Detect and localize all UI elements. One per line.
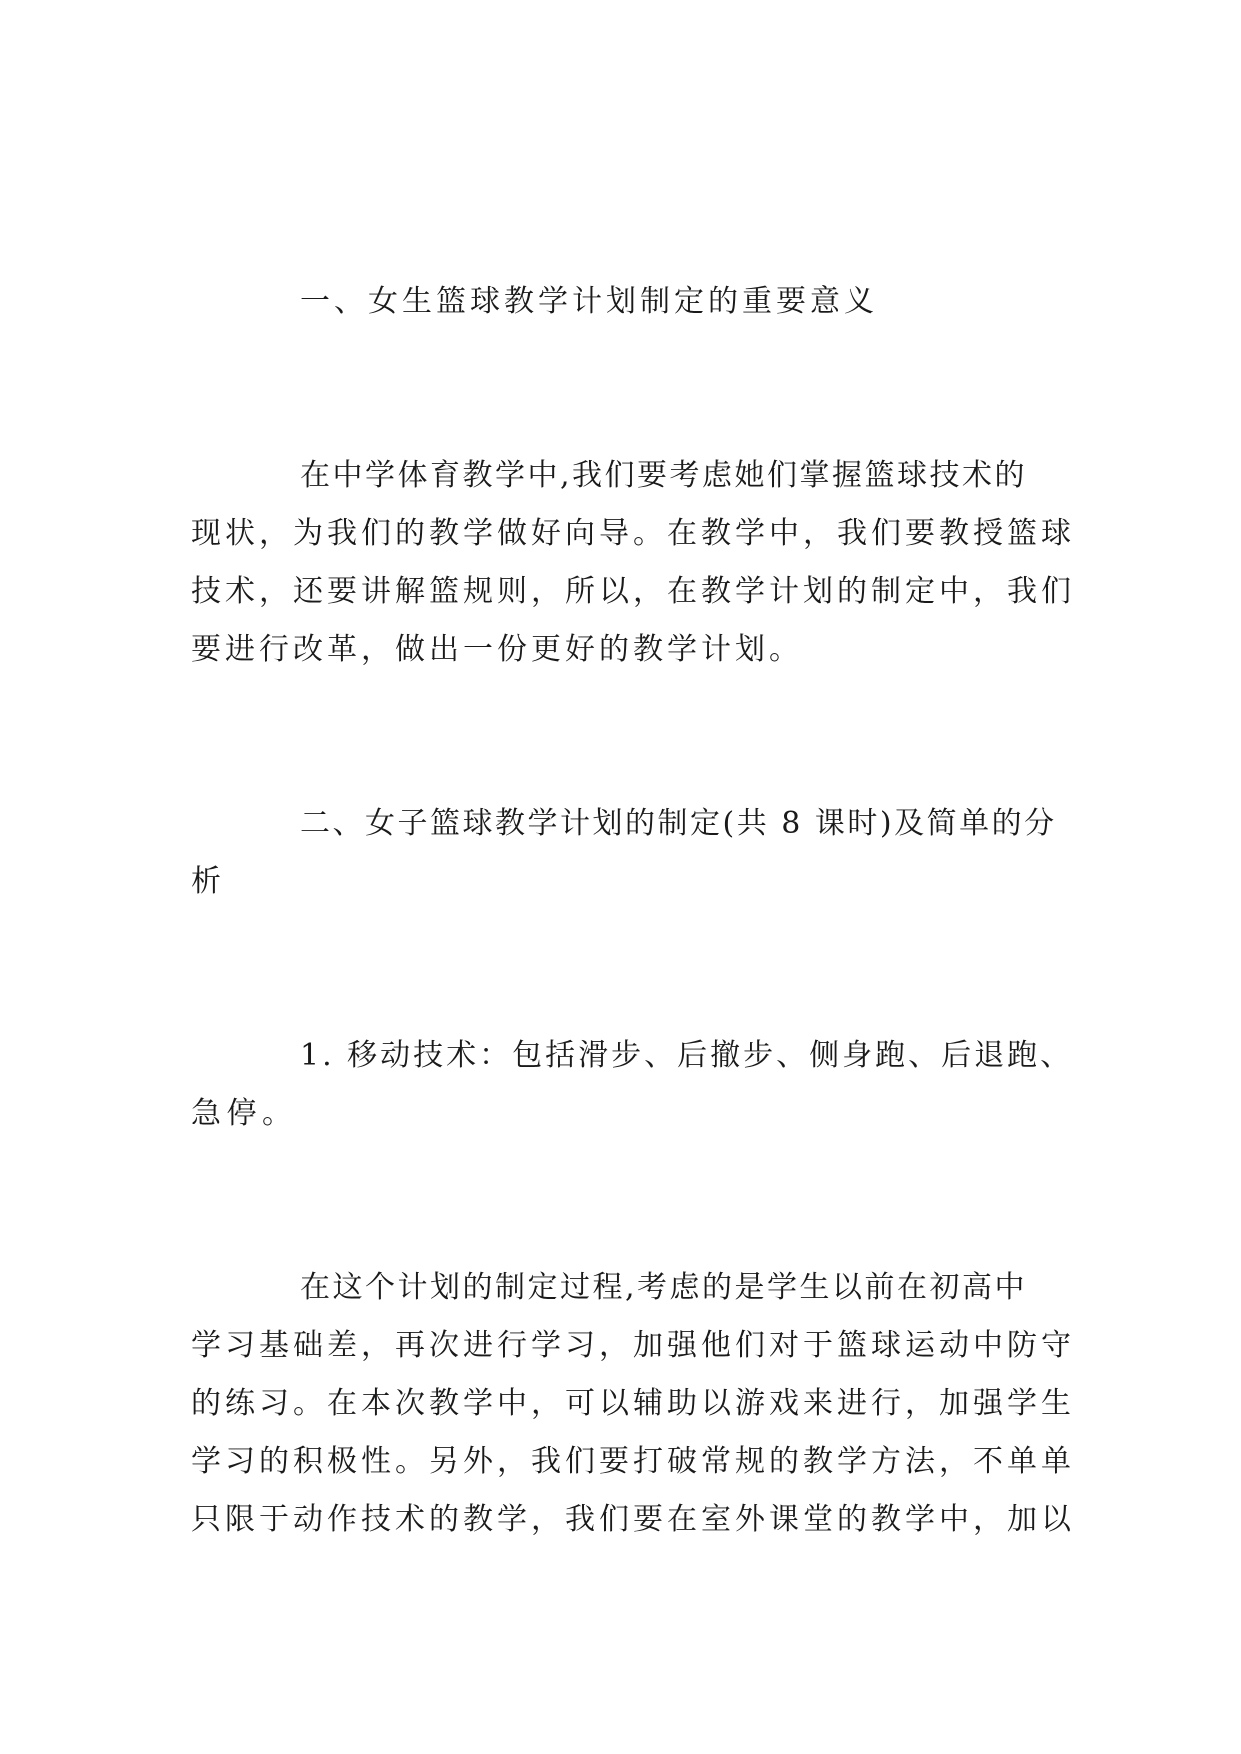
section-heading-1: 一、女生篮球教学计划制定的重要意义 <box>300 284 878 319</box>
section-heading-2-line-1: 二、女子篮球教学计划的制定(共 8 课时)及简单的分 <box>300 806 1057 841</box>
section-heading-2-line-2: 析 <box>191 864 227 899</box>
paragraph-1-line-1: 在中学体育教学中,我们要考虑她们掌握篮球技术的 <box>300 458 1028 493</box>
paragraph-1-line-4: 要进行改革，做出一份更好的教学计划。 <box>191 632 803 667</box>
list-item-1-line-2: 急停。 <box>191 1096 298 1131</box>
paragraph-1-line-2: 现状，为我们的教学做好向导。在教学中，我们要教授篮球 <box>191 516 1075 551</box>
paragraph-1-line-3: 技术，还要讲解篮规则，所以，在教学计划的制定中，我们 <box>191 574 1075 609</box>
paragraph-2-line-2: 学习基础差，再次进行学习，加强他们对于篮球运动中防守 <box>191 1328 1075 1363</box>
paragraph-2-line-4: 学习的积极性。另外，我们要打破常规的教学方法，不单单 <box>191 1444 1075 1479</box>
paragraph-2-line-1: 在这个计划的制定过程,考虑的是学生以前在初高中 <box>300 1270 1028 1305</box>
paragraph-2-line-5: 只限于动作技术的教学，我们要在室外课堂的教学中，加以 <box>191 1502 1075 1537</box>
list-item-1-line-1: 1. 移动技术：包括滑步、后撤步、侧身跑、后退跑、 <box>300 1038 1074 1073</box>
paragraph-2-line-3: 的练习。在本次教学中，可以辅助以游戏来进行，加强学生 <box>191 1386 1075 1421</box>
